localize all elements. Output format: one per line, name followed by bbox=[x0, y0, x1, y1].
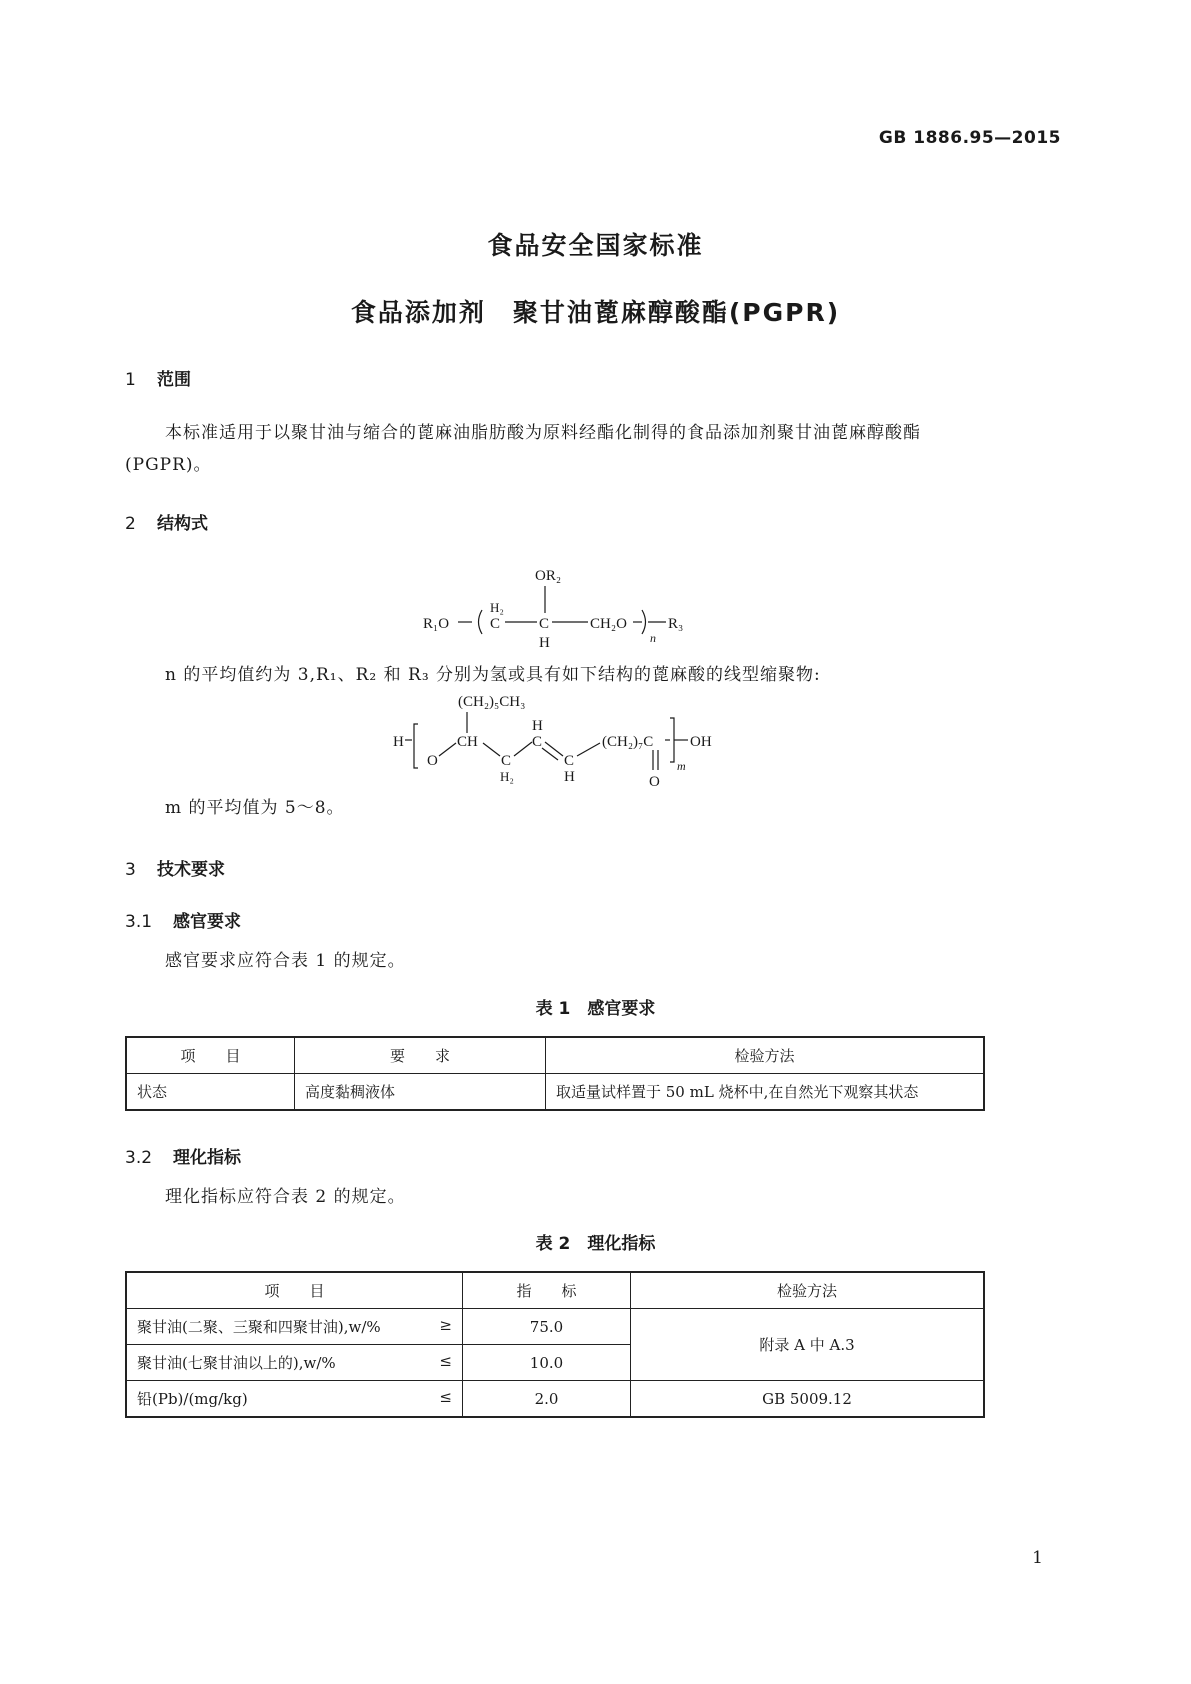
section-2-number: 2 bbox=[125, 514, 136, 534]
section-2-note-m: m 的平均值为 5～8。 bbox=[165, 798, 345, 818]
section-1-heading bbox=[125, 365, 191, 390]
table-2-cell-value: 75.0 bbox=[463, 1309, 631, 1345]
table-2-physicochemical bbox=[125, 1271, 985, 1418]
table-1-cell-item: 状态 bbox=[126, 1074, 295, 1111]
document-title: 食品安全国家标准 bbox=[487, 231, 704, 260]
section-1-title: 范围 bbox=[157, 370, 191, 390]
section-3-2-text: 理化指标应符合表 2 的规定。 bbox=[165, 1187, 406, 1207]
section-3-1-title: 感官要求 bbox=[173, 912, 241, 932]
table-1-cell-requirement: 高度黏稠液体 bbox=[295, 1074, 546, 1111]
section-1-text-line1: 本标准适用于以聚甘油与缩合的蓖麻油脂肪酸为原料经酯化制得的食品添加剂聚甘油蓖麻醇酸酯 bbox=[165, 423, 921, 443]
section-3-2-heading bbox=[125, 1143, 241, 1168]
formula1-h: H bbox=[539, 635, 550, 651]
section-3-title: 技术要求 bbox=[157, 860, 225, 880]
formula1-ch2o: CH₂O bbox=[590, 616, 627, 632]
table-1-header-method: 检验方法 bbox=[546, 1037, 985, 1074]
formula2-ch: CH bbox=[457, 734, 478, 750]
table-2-item-symbol: ≤ bbox=[439, 1388, 452, 1406]
formula2-m: m bbox=[677, 759, 686, 773]
table-2-cell-item bbox=[126, 1345, 463, 1381]
table-1-cell-method: 取适量试样置于 50 mL 烧杯中,在自然光下观察其状态 bbox=[546, 1074, 985, 1111]
standard-code: GB 1886.95—2015 bbox=[878, 128, 1061, 148]
formula1-r1o: R₁O bbox=[423, 616, 450, 632]
formula1-h2: H₂ bbox=[490, 600, 504, 615]
table-2-cell-value: 10.0 bbox=[463, 1345, 631, 1381]
formula1-n: n bbox=[650, 631, 656, 645]
section-2-heading bbox=[125, 509, 208, 534]
formula2-bracket-right bbox=[670, 718, 674, 762]
table-2-item-text: 铅(Pb)/(mg/kg) bbox=[137, 1390, 248, 1408]
structural-formula-ricinoleic bbox=[390, 688, 730, 793]
table-2-header-method: 检验方法 bbox=[631, 1272, 985, 1309]
formula2-h-bot: H bbox=[564, 769, 575, 785]
table-1-header-row bbox=[126, 1037, 984, 1074]
section-1-number: 1 bbox=[125, 370, 136, 390]
section-3-1-heading bbox=[125, 907, 241, 932]
formula2-c-top: C bbox=[532, 734, 543, 750]
formula2-ch27: (CH₂)₇C bbox=[602, 734, 654, 750]
formula2-ch25ch3: (CH₂)₅CH₃ bbox=[458, 694, 526, 710]
table-2-cell-value: 2.0 bbox=[463, 1381, 631, 1418]
section-2-note-n: n 的平均值约为 3,R₁、R₂ 和 R₃ 分别为氢或具有如下结构的蓖麻酸的线型缩聚物: bbox=[165, 665, 821, 685]
section-3-2-title: 理化指标 bbox=[173, 1148, 241, 1168]
table-1-header-requirement: 要 求 bbox=[295, 1037, 546, 1074]
table-2-item-symbol: ≤ bbox=[439, 1352, 452, 1370]
structural-formula-pgpr bbox=[420, 560, 720, 655]
section-3-1-number: 3.1 bbox=[125, 912, 153, 932]
section-1-text-line2: (PGPR)。 bbox=[125, 455, 212, 475]
table-2-cell-method: 附录 A 中 A.3 bbox=[631, 1309, 985, 1381]
table-row bbox=[126, 1309, 984, 1345]
formula1-bracket-left bbox=[479, 610, 483, 634]
formula2-bracket-left bbox=[414, 724, 418, 768]
formula2-o-bot: O bbox=[649, 774, 660, 790]
table-2-cell-method: GB 5009.12 bbox=[631, 1381, 985, 1418]
document-subtitle: 食品添加剂 聚甘油蓖麻醇酸酯(PGPR) bbox=[350, 298, 841, 327]
formula2-oh: OH bbox=[690, 734, 712, 750]
table-2-header-value: 指 标 bbox=[463, 1272, 631, 1309]
page-number: 1 bbox=[1032, 1548, 1043, 1568]
table-2-cell-item bbox=[126, 1309, 463, 1345]
formula2-o: O bbox=[427, 753, 438, 769]
section-3-1-text: 感官要求应符合表 1 的规定。 bbox=[165, 951, 406, 971]
table-2-header-row bbox=[126, 1272, 984, 1309]
section-2-title: 结构式 bbox=[157, 514, 208, 534]
formula1-r3: R₃ bbox=[668, 616, 684, 632]
formula2-c-h2: C bbox=[501, 753, 512, 769]
section-3-number: 3 bbox=[125, 860, 136, 880]
table-1-header-item: 项 目 bbox=[126, 1037, 295, 1074]
table-2-cell-item bbox=[126, 1381, 463, 1418]
section-3-2-number: 3.2 bbox=[125, 1148, 153, 1168]
table-2-item-text: 聚甘油(二聚、三聚和四聚甘油),w/% bbox=[137, 1318, 381, 1336]
table-1-sensory bbox=[125, 1036, 985, 1111]
formula1-bracket-right bbox=[642, 610, 646, 634]
formula2-h-top: H bbox=[532, 718, 543, 734]
table-1-caption: 表 1 感官要求 bbox=[535, 999, 656, 1019]
table-2-caption: 表 2 理化指标 bbox=[535, 1234, 656, 1254]
table-2-header-item: 项 目 bbox=[126, 1272, 463, 1309]
table-row bbox=[126, 1074, 984, 1111]
section-3-heading bbox=[125, 855, 225, 880]
formula2-h2: H₂ bbox=[500, 769, 514, 784]
formula1-or2: OR₂ bbox=[535, 568, 562, 584]
formula2-h-left: H bbox=[393, 734, 404, 750]
table-2-item-symbol: ≥ bbox=[439, 1316, 452, 1334]
formula1-c1: C bbox=[490, 616, 501, 632]
table-row bbox=[126, 1381, 984, 1418]
table-2-item-text: 聚甘油(七聚甘油以上的),w/% bbox=[137, 1354, 336, 1372]
formula1-c2: C bbox=[539, 616, 550, 632]
formula2-c-bot: C bbox=[564, 753, 575, 769]
